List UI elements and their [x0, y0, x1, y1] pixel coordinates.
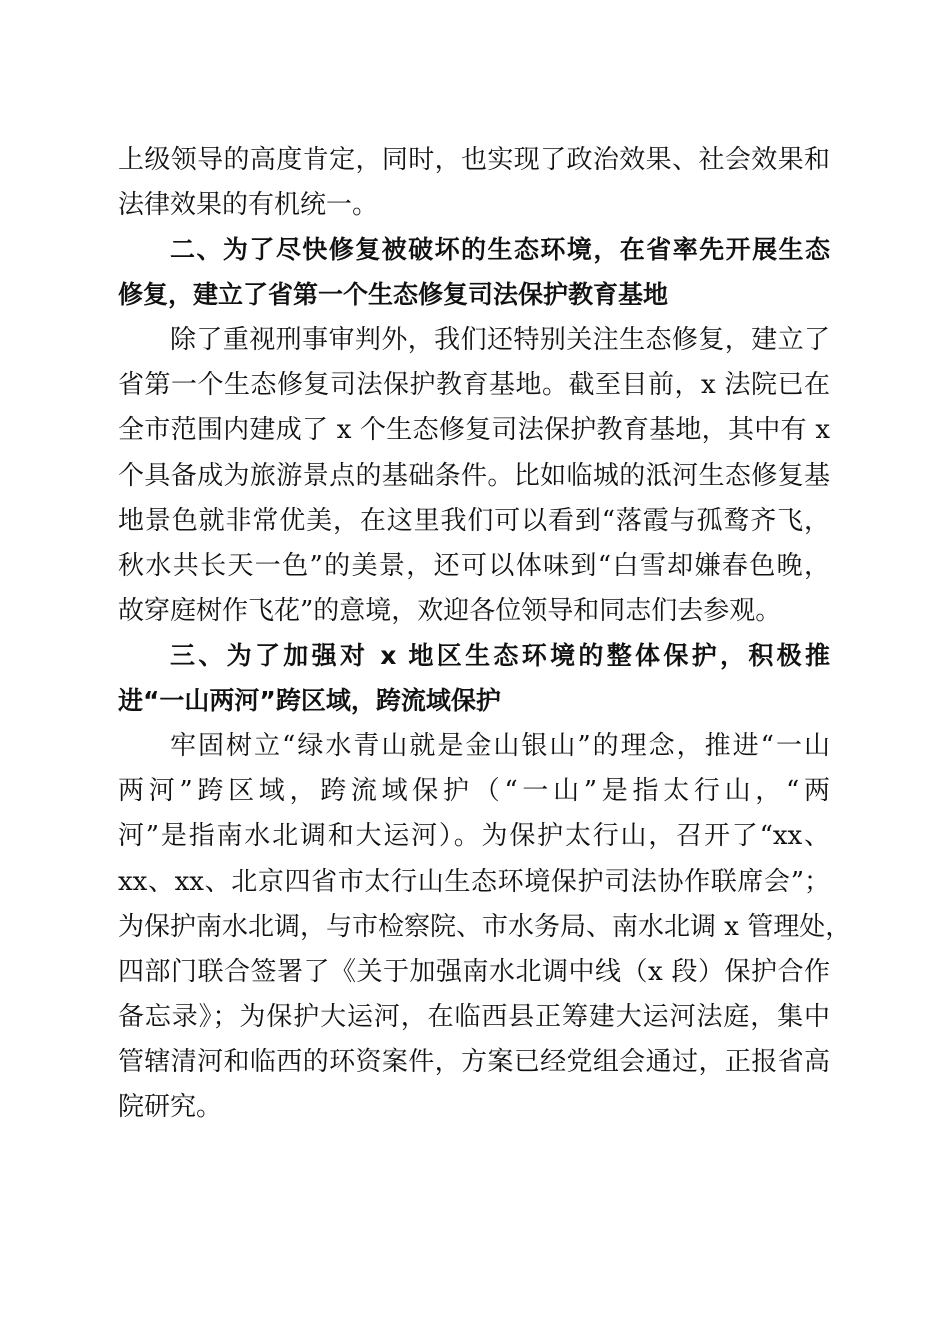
- text-line: xx、xx、北京四省市太行山生态环境保护司法协作联席会”；: [118, 867, 830, 897]
- text-line: 故穿庭树作飞花”的意境，欢迎各位领导和同志们去参观。: [118, 596, 782, 626]
- text-line: 管辖清河和临西的环资案件，方案已经党组会通过，正报省高: [118, 1047, 830, 1077]
- text-line: 备忘录》；为保护大运河，在临西县正筹建大运河法庭，集中: [118, 1002, 830, 1032]
- text-line: 两河”跨区域，跨流域保护（“一山”是指太行山，“两: [118, 776, 830, 806]
- text-line: 河”是指南水北调和大运河）。为保护太行山，召开了“xx、: [118, 821, 830, 851]
- text-line: 牢固树立“绿水青山就是金山银山”的理念，推进“一山: [170, 731, 830, 761]
- heading-line: 修复，建立了省第一个生态修复司法保护教育基地: [118, 280, 669, 309]
- text-line: 全市范围内建成了 x 个生态修复司法保护教育基地，其中有 x: [118, 415, 830, 445]
- text-line: 法律效果的有机统一。: [118, 190, 379, 220]
- text-line: 上级领导的高度肯定，同时，也实现了政治效果、社会效果和: [118, 145, 830, 175]
- text-line: 地景色就非常优美，在这里我们可以看到“落霞与孤鹜齐飞，: [118, 506, 830, 536]
- heading-line: 进“一山两河”跨区域，跨流域保护: [118, 686, 501, 715]
- text-line: 四部门联合签署了《关于加强南水北调中线（x 段）保护合作: [118, 957, 830, 987]
- heading-line: 三、为了加强对 x 地区生态环境的整体保护，积极推: [170, 641, 830, 670]
- text-line: 秋水共长天一色”的美景，还可以体味到“白雪却嫌春色晚，: [118, 551, 830, 581]
- text-line: 个具备成为旅游景点的基础条件。比如临城的泜河生态修复基: [118, 461, 830, 491]
- text-line: 为保护南水北调，与市检察院、市水务局、南水北调 x 管理处，: [118, 912, 852, 942]
- text-line: 除了重视刑事审判外，我们还特别关注生态修复，建立了: [170, 325, 830, 355]
- heading-line: 二、为了尽快修复被破坏的生态环境，在省率先开展生态: [170, 235, 830, 264]
- text-line: 省第一个生态修复司法保护教育基地。截至目前，x 法院已在: [118, 370, 830, 400]
- text-line: 院研究。: [118, 1092, 223, 1122]
